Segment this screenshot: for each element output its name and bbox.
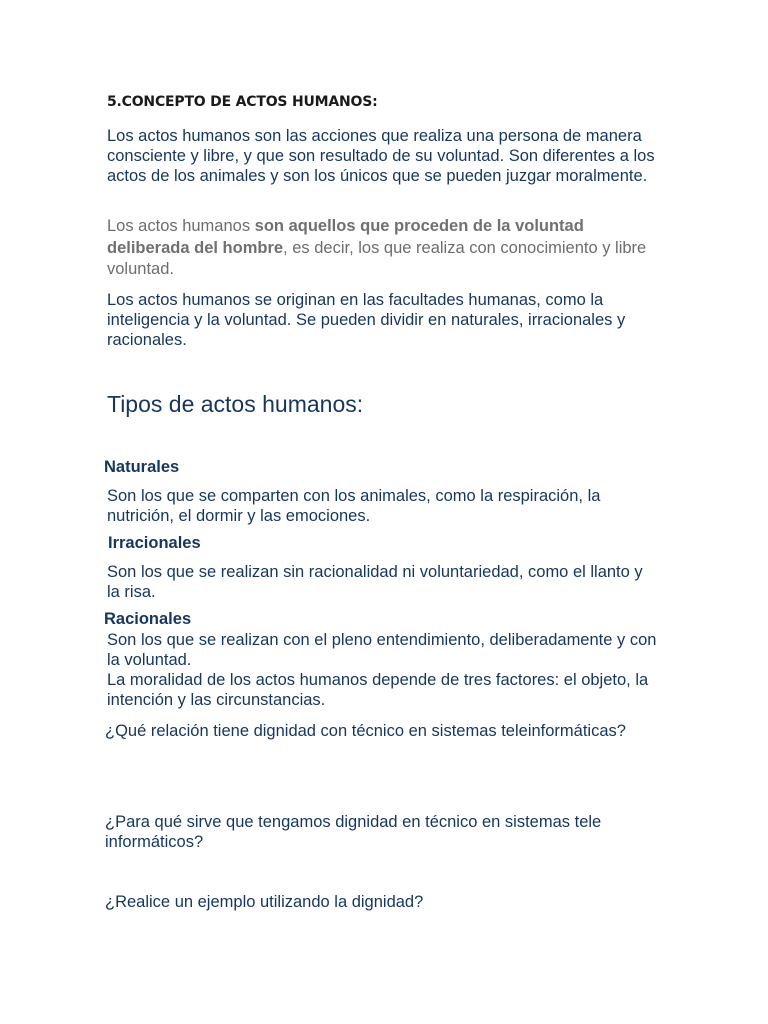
paragraph-definition: Los actos humanos son las acciones que realiza una persona de manera consciente y libre, y que son resultado de su voluntad. Son diferentes a los actos de los animales y son los únicos que se pueden juzgar moralmente. bbox=[107, 127, 655, 185]
type-text-naturales: Son los que se comparten con los animales, como la respiración, la nutrición, el dormir y las emociones. bbox=[107, 487, 601, 525]
question-relation: ¿Qué relación tiene dignidad con técnico en sistemas teleinformáticas? bbox=[105, 722, 626, 740]
paragraph-morality: La moralidad de los actos humanos depende de tres factores: el objeto, la intención y las circunstancias. bbox=[107, 671, 649, 709]
paragraph-voluntad-bold: son aquellos que proceden de la voluntad deliberada del hombre bbox=[107, 217, 584, 257]
paragraph-facultades: Los actos humanos se originan en las facultades humanas, como la inteligencia y la voluntad. Se pueden dividir en naturales, irracionales y racionales. bbox=[107, 291, 626, 349]
type-text-racionales: Son los que se realizan con el pleno entendimiento, deliberadamente y con la voluntad. bbox=[107, 631, 657, 669]
types-heading: Tipos de actos humanos: bbox=[107, 391, 364, 417]
type-title-irracionales: Irracionales bbox=[108, 534, 201, 552]
section-title: 5.CONCEPTO DE ACTOS HUMANOS: bbox=[107, 94, 378, 110]
type-title-naturales: Naturales bbox=[104, 458, 180, 476]
question-purpose: ¿Para qué sirve que tengamos dignidad en técnico en sistemas tele informáticos? bbox=[105, 813, 602, 851]
type-title-racionales: Racionales bbox=[104, 610, 192, 628]
question-example: ¿Realice un ejemplo utilizando la dignidad? bbox=[105, 893, 424, 911]
paragraph-voluntad-end: , es decir, los que realiza con conocimiento y libre voluntad. bbox=[107, 238, 647, 278]
type-text-irracionales: Son los que se realizan sin racionalidad ni voluntariedad, como el llanto y la risa. bbox=[107, 563, 643, 601]
paragraph-voluntad-start: Los actos humanos bbox=[107, 217, 255, 235]
paragraph-voluntad bbox=[107, 216, 659, 281]
